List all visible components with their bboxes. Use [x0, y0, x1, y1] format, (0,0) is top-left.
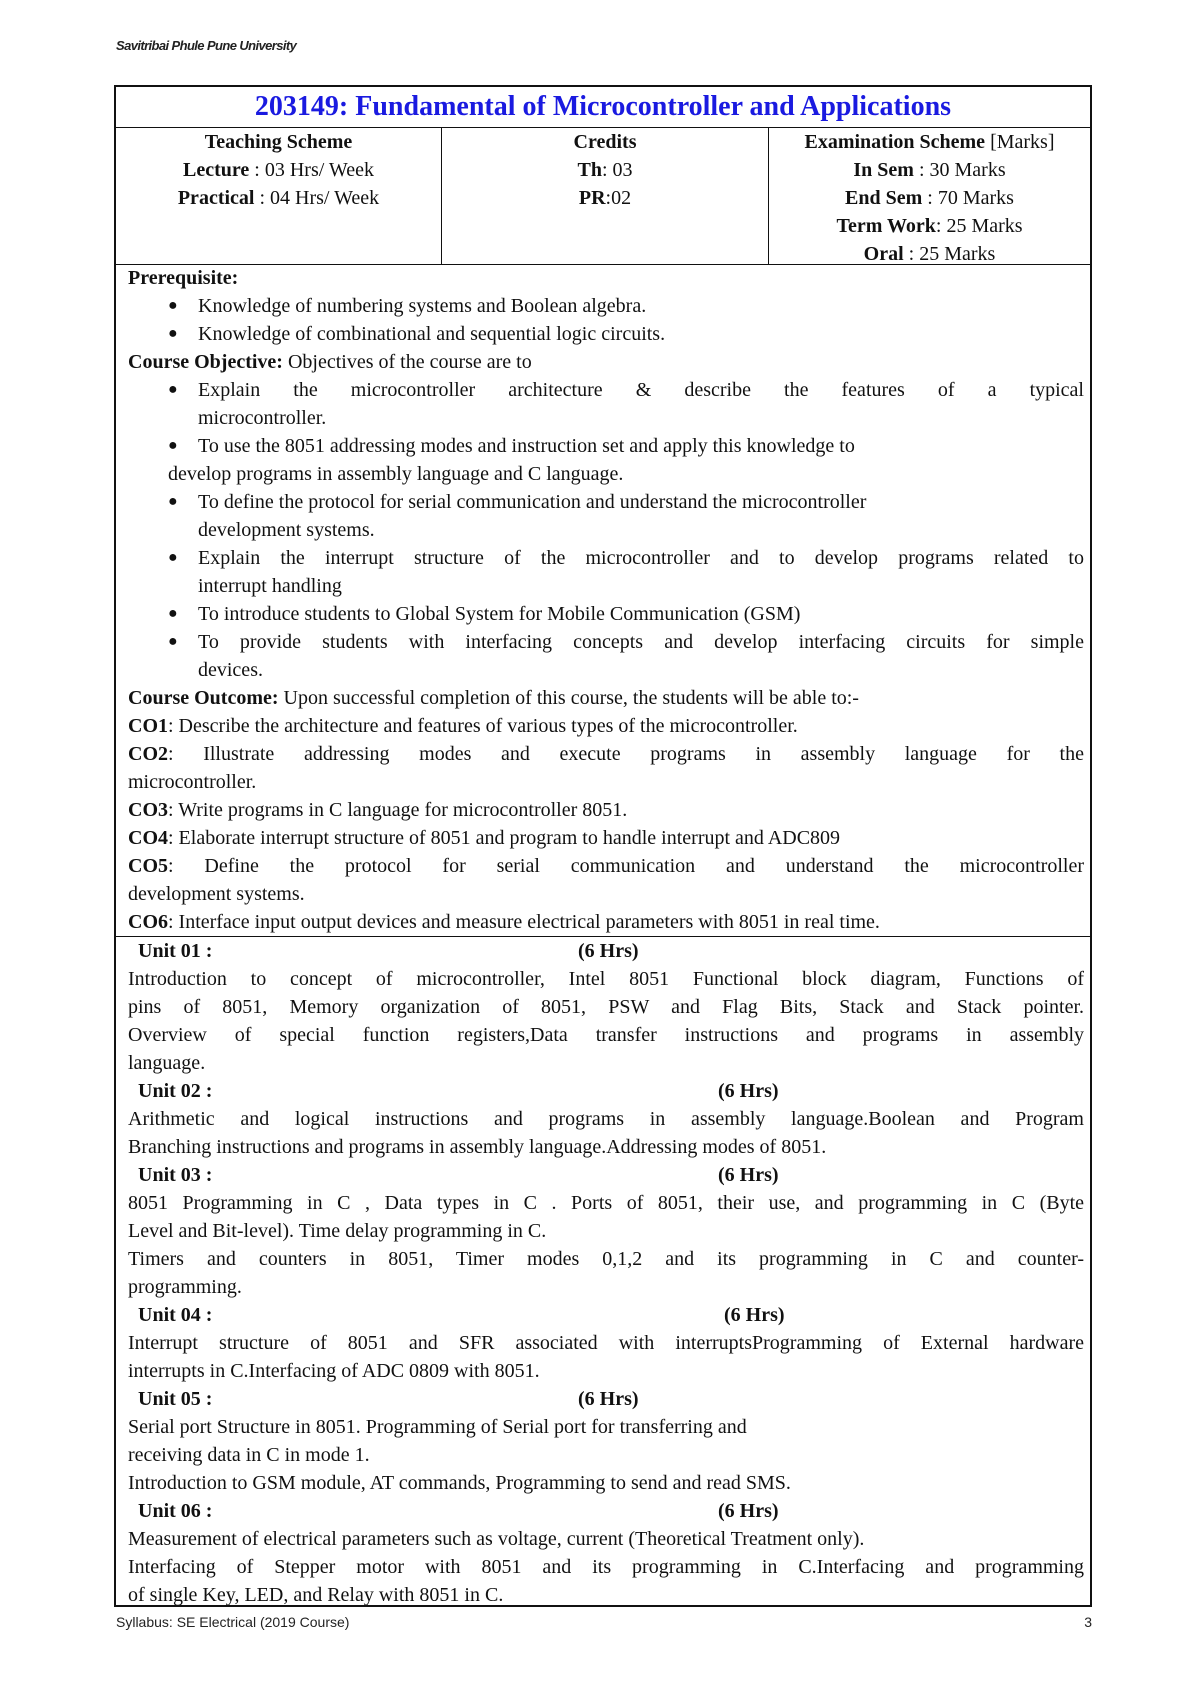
unit-text: Branching instructions and programs in assembly language.Addressing modes of 8051. — [128, 1136, 827, 1158]
unit-heading — [128, 1077, 1084, 1105]
co-label: CO4 — [128, 827, 168, 849]
objective-text: devices. — [198, 659, 263, 681]
pr-label: PR — [578, 187, 606, 209]
bullet-icon: ● — [168, 297, 178, 314]
unit-text: Timers and counters in 8051, Timer modes 0,1,2 and its programming in C and counter- — [128, 1248, 1084, 1270]
th-label: Th — [577, 159, 602, 181]
co-text: : Write programs in C language for microcontroller 8051. — [168, 799, 628, 821]
prerequisite-heading: Prerequisite: — [128, 267, 239, 289]
co-text: microcontroller. — [128, 771, 257, 793]
course-title: 203149: Fundamental of Microcontroller and Applications — [116, 87, 1090, 128]
exam-heading: Examination Scheme — [804, 131, 986, 153]
practical-label: Practical — [177, 187, 255, 209]
objective-text: develop programs in assembly language and C language. — [168, 463, 624, 485]
co-text: : Define the protocol for serial communication and understand the microcontroller — [168, 855, 1084, 877]
oral-value: : 25 Marks — [903, 243, 996, 265]
unit-heading — [128, 1497, 1084, 1525]
outcome-item — [128, 712, 1084, 740]
bullet-icon: ● — [168, 437, 178, 454]
endsem-label: End Sem — [845, 187, 923, 209]
co-text: : Describe the architecture and features of various types of the microcontroller. — [168, 715, 798, 737]
syllabus-table — [114, 85, 1092, 1607]
th-value: : 03 — [601, 159, 633, 181]
objective-text: Explain the interrupt structure of the microcontroller and to develop programs related to — [198, 547, 1084, 569]
outcome-intro: Upon successful completion of this course, the students will be able to:- — [278, 687, 859, 709]
objective-heading: Course Objective: — [128, 351, 283, 373]
teaching-scheme-cell — [116, 127, 442, 264]
outcome-item — [128, 852, 1084, 880]
co-label: CO1 — [128, 715, 168, 737]
exam-heading-suffix: [Marks] — [985, 131, 1055, 153]
insem-label: In Sem — [853, 159, 914, 181]
outcome-item — [128, 740, 1084, 768]
examination-scheme-cell — [769, 127, 1090, 264]
practical-value: : 04 Hrs/ Week — [254, 187, 380, 209]
unit-text: Interfacing of Stepper motor with 8051 and its programming in C.Interfacing and programming — [128, 1556, 1084, 1578]
bullet-icon: ● — [168, 493, 178, 510]
unit-label: Unit 03 : — [138, 1164, 213, 1186]
prerequisite-item — [128, 292, 1084, 320]
co-label: CO5 — [128, 855, 168, 877]
teaching-heading: Teaching Scheme — [204, 131, 353, 153]
objective-text: development systems. — [198, 519, 375, 541]
objective-text: To introduce students to Global System for Mobile Communication (GSM) — [198, 603, 801, 625]
objective-item — [128, 488, 1084, 516]
objective-item — [128, 376, 1084, 404]
unit-heading — [128, 1301, 1084, 1329]
insem-value: : 30 Marks — [913, 159, 1006, 181]
bullet-icon: ● — [168, 605, 178, 622]
unit-label: Unit 04 : — [138, 1304, 213, 1326]
bullet-icon: ● — [168, 633, 178, 650]
endsem-value: : 70 Marks — [922, 187, 1014, 209]
unit-text: Serial port Structure in 8051. Programming of Serial port for transferring and — [128, 1416, 747, 1438]
objective-text: Explain the microcontroller architecture & describe the features of a typical — [198, 379, 1084, 401]
objective-item — [128, 544, 1084, 572]
unit-text: Level and Bit-level). Time delay programming in C. — [128, 1220, 547, 1242]
objective-item — [128, 628, 1084, 656]
termwork-value: : 25 Marks — [935, 215, 1023, 237]
lecture-label: Lecture — [183, 159, 250, 181]
outcome-item — [128, 824, 1084, 852]
co-label: CO6 — [128, 911, 168, 933]
pr-value: :02 — [605, 187, 632, 209]
objective-item — [128, 600, 1084, 628]
unit-hours: (6 Hrs) — [578, 1388, 639, 1410]
lecture-value: : 03 Hrs/ Week — [249, 159, 374, 181]
syllabus-content — [128, 264, 1084, 1609]
unit-text: Introduction to concept of microcontroller, Intel 8051 Functional block diagram, Functions of — [128, 968, 1084, 990]
objective-text: To provide students with interfacing concepts and develop interfacing circuits for simple — [198, 631, 1084, 653]
co-text: : Illustrate addressing modes and execute programs in assembly language for the — [168, 743, 1084, 765]
unit-hours: (6 Hrs) — [718, 1080, 779, 1102]
co-label: CO2 — [128, 743, 168, 765]
footer-course: Syllabus: SE Electrical (2019 Course) — [116, 1614, 350, 1630]
unit-text: pins of 8051, Memory organization of 8051, PSW and Flag Bits, Stack and Stack pointer. — [128, 996, 1084, 1018]
scheme-row — [116, 127, 1090, 265]
unit-text: Measurement of electrical parameters such as voltage, current (Theoretical Treatment only). — [128, 1528, 865, 1550]
bullet-icon: ● — [168, 381, 178, 398]
outcome-item — [128, 908, 1084, 936]
credits-heading: Credits — [573, 131, 637, 153]
unit-text: 8051 Programming in C , Data types in C . Ports of 8051, their use, and programming in C (Byte — [128, 1192, 1084, 1214]
objective-item — [128, 432, 1084, 460]
objective-text: interrupt handling — [198, 575, 342, 597]
objective-text: To use the 8051 addressing modes and instruction set and apply this knowledge to — [198, 435, 855, 457]
objective-text: To define the protocol for serial communication and understand the microcontroller — [198, 491, 867, 513]
co-text: : Interface input output devices and measure electrical parameters with 8051 in real time. — [168, 911, 880, 933]
unit-hours: (6 Hrs) — [718, 1164, 779, 1186]
university-header: Savitribai Phule Pune University — [116, 38, 297, 53]
prerequisite-text: Knowledge of numbering systems and Boolean algebra. — [198, 295, 647, 317]
unit-heading — [128, 1161, 1084, 1189]
unit-text: interrupts in C.Interfacing of ADC 0809 with 8051. — [128, 1360, 540, 1382]
co-text: development systems. — [128, 883, 305, 905]
co-text: : Elaborate interrupt structure of 8051 and program to handle interrupt and ADC809 — [168, 827, 841, 849]
credits-cell — [442, 127, 769, 264]
unit-text: Introduction to GSM module, AT commands, Programming to send and read SMS. — [128, 1472, 791, 1494]
oral-label: Oral — [863, 243, 904, 265]
page-number: 3 — [1084, 1614, 1092, 1630]
unit-hours: (6 Hrs) — [718, 1500, 779, 1522]
unit-text: programming. — [128, 1276, 242, 1298]
co-label: CO3 — [128, 799, 168, 821]
unit-heading — [128, 1385, 1084, 1413]
unit-text: language. — [128, 1052, 206, 1074]
unit-label: Unit 05 : — [138, 1388, 213, 1410]
unit-text: Interrupt structure of 8051 and SFR associated with interruptsProgramming of External hardware — [128, 1332, 1084, 1354]
prerequisite-text: Knowledge of combinational and sequential logic circuits. — [198, 323, 666, 345]
termwork-label: Term Work — [836, 215, 936, 237]
unit-text: Overview of special function registers,Data transfer instructions and programs in assembly — [128, 1024, 1084, 1046]
unit-label: Unit 02 : — [138, 1080, 213, 1102]
unit-hours: (6 Hrs) — [578, 940, 639, 962]
prerequisite-item — [128, 320, 1084, 348]
unit-label: Unit 01 : — [138, 940, 213, 962]
unit-heading — [128, 937, 1084, 965]
page-footer — [116, 1614, 1092, 1630]
objective-intro: Objectives of the course are to — [282, 351, 532, 373]
unit-hours: (6 Hrs) — [724, 1304, 785, 1326]
unit-text: of single Key, LED, and Relay with 8051 in C. — [128, 1584, 504, 1606]
bullet-icon: ● — [168, 325, 178, 342]
objective-text: microcontroller. — [198, 407, 327, 429]
unit-text: receiving data in C in mode 1. — [128, 1444, 370, 1466]
outcome-heading: Course Outcome: — [128, 687, 279, 709]
outcome-item — [128, 796, 1084, 824]
unit-label: Unit 06 : — [138, 1500, 213, 1522]
unit-text: Arithmetic and logical instructions and programs in assembly language.Boolean and Program — [128, 1108, 1084, 1130]
bullet-icon: ● — [168, 549, 178, 566]
